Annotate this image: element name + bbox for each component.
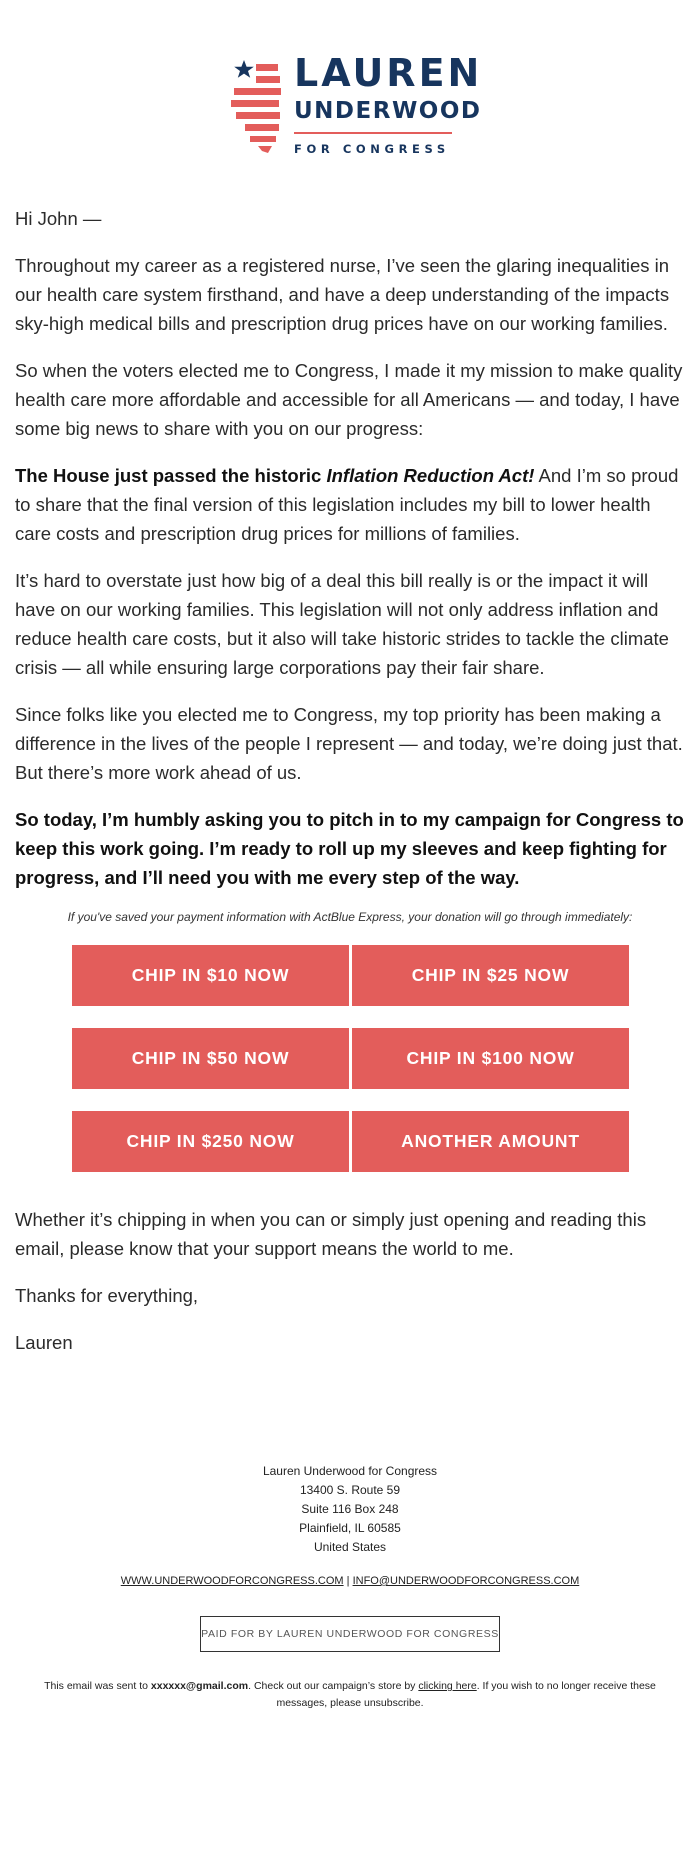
mailing-address: [0, 1462, 700, 1557]
paragraph-impact: It’s hard to overstate just how big of a deal this bill really is or the impact it will have on our working families. This legislation will not only address inflation and reduce health care costs, but it also will take historic strides to tackle the climate crisis — all while ensuring large corporations pay their fair share.: [15, 570, 669, 678]
footer-links: [0, 1574, 700, 1589]
logo-line-for-congress: FOR CONGRESS: [294, 142, 450, 156]
thanks-line: Thanks for everything,: [15, 1285, 199, 1306]
paragraph-support: Whether it’s chipping in when you can or simply just opening and reading this email, please know that your support means the world to me.: [15, 1209, 647, 1259]
logo-divider: [294, 132, 452, 134]
email-footer: [0, 1462, 700, 1712]
website-link[interactable]: WWW.UNDERWOODFORCONGRESS.COM: [120, 1575, 344, 1587]
paragraph-mission: So when the voters elected me to Congress, I made it my mission to make quality health care more affordable and accessible for all Americans — and today, I have some big news to share with you on our progress:: [15, 360, 683, 439]
link-separator: |: [346, 1575, 350, 1587]
legal-notice: [20, 1678, 680, 1712]
paragraph-career: Throughout my career as a registered nurse, I’ve seen the glaring inequalities in our health care system firsthand, and have a deep understanding of the impacts sky-high medical bills and prescription drug prices have on our working families.: [15, 255, 670, 334]
store-link[interactable]: clicking here: [418, 1680, 477, 1692]
legal-prefix: This email was sent to: [44, 1680, 151, 1692]
chip-in-50-button[interactable]: CHIP IN $50 NOW: [72, 1028, 349, 1089]
paragraph-priority: Since folks like you elected me to Congress, my top priority has been making a difference in the lives of the people I represent — and today, we’re doing just that. But there’s more work ahead of us.: [15, 704, 683, 783]
logo-line-underwood: UNDERWOOD: [294, 98, 482, 124]
greeting: Hi John —: [15, 208, 102, 229]
signature: Lauren: [15, 1332, 73, 1353]
address-line: United States: [313, 1540, 387, 1554]
paragraph-announcement: [15, 461, 687, 548]
email-body: [15, 204, 687, 910]
logo-wordmark: [294, 51, 483, 158]
recipient-email: xxxxxx@gmail.com: [150, 1680, 249, 1692]
another-amount-button[interactable]: ANOTHER AMOUNT: [352, 1111, 629, 1172]
actblue-express-note: If you've saved your payment information with ActBlue Express, your donation will go through immediately:: [67, 910, 633, 924]
logo-line-lauren: LAUREN: [294, 51, 483, 95]
chip-in-250-button[interactable]: CHIP IN $250 NOW: [72, 1111, 349, 1172]
chip-in-100-button[interactable]: CHIP IN $100 NOW: [352, 1028, 629, 1089]
address-line: Suite 116 Box 248: [301, 1502, 399, 1516]
chip-in-25-button[interactable]: CHIP IN $25 NOW: [352, 945, 629, 1006]
announcement-act-name: Inflation Reduction Act!: [326, 465, 535, 486]
address-line: Plainfield, IL 60585: [299, 1521, 401, 1535]
paragraph-ask: So today, I’m humbly asking you to pitch in to my campaign for Congress to keep this work going. I’m ready to roll up my sleeves and keep fighting for progress, and I’ll need you with me every step of the way.: [15, 809, 684, 888]
email-link[interactable]: INFO@UNDERWOODFORCONGRESS.COM: [352, 1575, 580, 1587]
address-line: 13400 S. Route 59: [299, 1483, 401, 1497]
legal-suffix: . If you wish to no longer receive these messages, please unsubscribe.: [276, 1680, 656, 1709]
chip-in-10-button[interactable]: CHIP IN $10 NOW: [72, 945, 349, 1006]
address-line: Lauren Underwood for Congress: [262, 1464, 438, 1478]
announcement-bold-lead: The House just passed the historic: [15, 465, 327, 486]
email-closing: [15, 1205, 687, 1375]
announcement-rest: And I’m so proud to share that the final version of this legislation includes my bill to lower health care costs and prescription drug prices for millions of families.: [15, 465, 679, 544]
legal-middle: . Check out our campaign’s store by: [248, 1680, 419, 1692]
paid-for-disclaimer: PAID FOR BY LAUREN UNDERWOOD FOR CONGRESS: [200, 1616, 500, 1652]
